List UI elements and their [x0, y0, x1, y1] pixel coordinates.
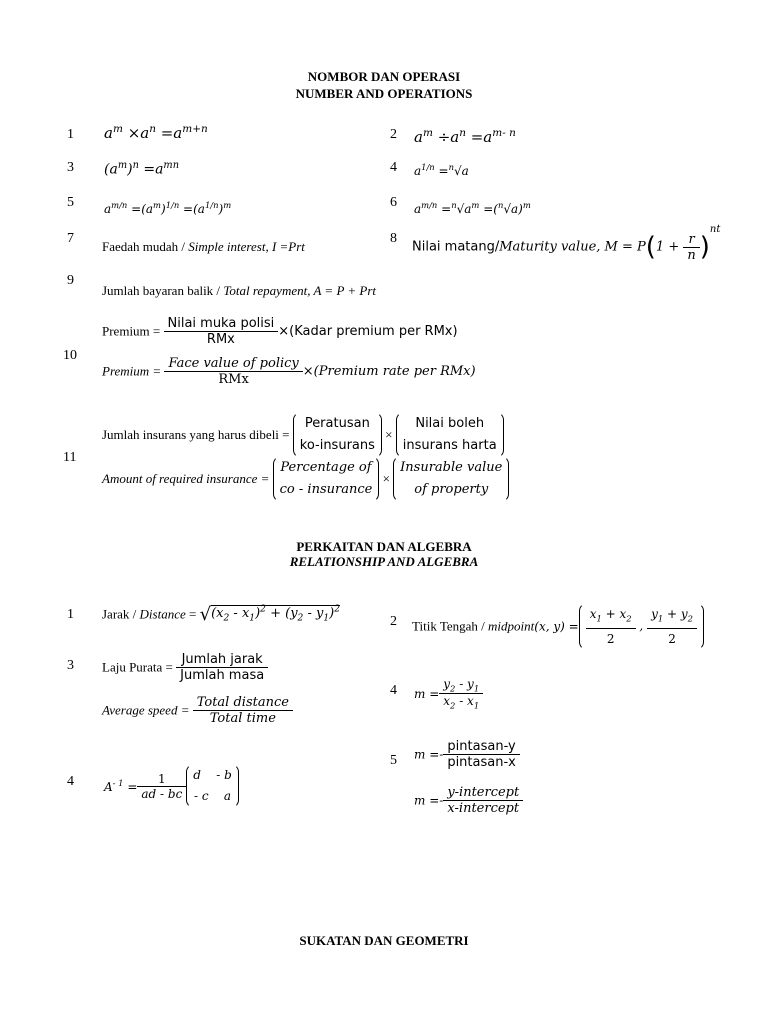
- formula-label-en: Maturity value, M = P: [499, 239, 646, 255]
- formula-premium-ms: [102, 316, 458, 347]
- item-number: 4: [390, 683, 397, 698]
- formula-label-ms: Jumlah insurans yang harus dibeli =: [102, 427, 293, 442]
- formula-label-en: Total repayment, A = P + Prt: [223, 283, 377, 298]
- section-title-en: RELATIONSHIP AND ALGEBRA: [289, 554, 479, 569]
- formula-gradient-intercept-en: m =- $\frac{\text{y-intercept}}{\text{x-intercept}}$: [414, 785, 523, 816]
- section-title-ms: PERKAITAN DAN ALGEBRA: [296, 539, 472, 554]
- formula-label-ms: Nilai matang/: [412, 239, 500, 255]
- formula-label-en: midpoint: [488, 618, 535, 634]
- fraction-numerator: Nilai muka polisi: [164, 316, 279, 332]
- fraction-denominator: RMx: [206, 332, 235, 347]
- matrix-cell: Nilai boleh: [415, 416, 485, 431]
- formula-distance: Jarak / Distance = $√(x_2 - x_1)^2 + (y_2 - y_1)^2$: [102, 604, 341, 625]
- item-number: 3: [67, 658, 74, 673]
- formula-average-speed-en: [102, 695, 293, 726]
- section-title-ms: SUKATAN DAN GEOMETRI: [299, 933, 469, 948]
- formula-exponent-multiply: $a^m \times a^n =a^{m+n}$: [104, 123, 208, 142]
- matrix-cell: of property: [414, 482, 489, 497]
- item-number: 9: [67, 273, 74, 288]
- fraction-numerator: y-intercept: [443, 785, 523, 801]
- fraction-denominator: x-intercept: [447, 801, 520, 816]
- formula-simple-interest: [102, 239, 305, 255]
- fraction-denominator: Jumlah masa: [180, 668, 265, 683]
- formula-total-repayment: [102, 283, 376, 299]
- formula-exponent-divide: $a^m \div a^n =a^{m- n}$: [414, 127, 516, 146]
- formula-label-en: Average speed =: [102, 702, 193, 718]
- premium-rate-en: ×(Premium rate per RMx): [302, 364, 476, 379]
- item-number: 2: [390, 127, 397, 142]
- formula-insurance-en: Amount of required insurance = Percentage of co - insurance × Insurable value of property: [102, 456, 509, 502]
- fraction-numerator: Face value of policy: [164, 356, 302, 372]
- section-title-en: NUMBER AND OPERATIONS: [295, 86, 473, 101]
- item-number: 5: [390, 753, 397, 768]
- formula-fractional-exponent: $a^{m/n} =(a^m)^{1/n} =(a^{1/n})^m$: [104, 200, 232, 216]
- fraction-numerator: pintasan-y: [443, 739, 520, 755]
- formula-label-ms: Titik Tengah /: [412, 618, 489, 634]
- matrix-cell: Insurable value: [400, 460, 503, 475]
- item-number: 4: [390, 160, 397, 175]
- formula-label-en: Premium =: [102, 363, 165, 379]
- matrix-cell: Percentage of: [280, 460, 372, 475]
- formula-label-ms: Faedah mudah /: [102, 239, 189, 254]
- fraction-denominator: Total time: [209, 711, 276, 726]
- formula-label-ms: Jumlah bayaran balik /: [102, 283, 224, 298]
- fraction-numerator: Total distance: [193, 695, 293, 711]
- formula-insurance-ms: Jumlah insurans yang harus dibeli = Peratusan ko-insurans × Nilai boleh insurans harta: [102, 412, 504, 458]
- formula-premium-en: [102, 356, 476, 387]
- fraction-denominator: pintasan-x: [447, 755, 516, 770]
- item-number: 5: [67, 195, 74, 210]
- formula-fractional-root: $a^{m/n} =^n√a^m =(^n√a)^m$: [414, 200, 531, 216]
- fraction-numerator: Jumlah jarak: [176, 652, 268, 668]
- formula-root: $a^{1/n} =^n√a$: [414, 162, 469, 178]
- item-number: 8: [390, 231, 397, 246]
- item-number: 3: [67, 160, 74, 175]
- matrix-cell: Peratusan: [304, 416, 370, 431]
- formula-midpoint: Titik Tengah / midpoint(x, y) = $\frac{x_1 + x_2}{2}$ , $\frac{y_1 + y_2}{2}$: [412, 603, 704, 650]
- formula-average-speed-ms: [102, 652, 268, 683]
- item-number: 10: [63, 348, 77, 363]
- premium-rate-ms: ×(Kadar premium per RMx): [278, 324, 458, 339]
- fraction-denominator: RMx: [218, 372, 249, 387]
- formula-label-ms: Premium =: [102, 323, 164, 339]
- formula-power-of-power: $(a^m)^n =a^{mn}$: [104, 160, 180, 178]
- matrix-cell: co - insurance: [279, 482, 373, 497]
- formula-label-ms: Jarak /: [102, 606, 140, 622]
- item-number: 4: [67, 774, 74, 789]
- formula-label-en: Distance: [139, 606, 186, 622]
- formula-inverse-matrix: $A^{- 1}$ = $\frac{1}{ad - bc}$ d - b - c a: [104, 764, 239, 808]
- matrix-cell: ko-insurans: [299, 438, 375, 453]
- item-number: 2: [390, 614, 397, 629]
- formula-gradient-intercept-ms: m =- $\frac{\text{pintasan-y}}{\text{pintasan-x}}$: [414, 739, 520, 770]
- formula-label-ms: Laju Purata =: [102, 659, 177, 675]
- formula-maturity-value: Nilai matang/Maturity value, M = P(1 + $\frac{r}{n}$ )$^{nt}$: [412, 224, 721, 263]
- section-title-ms: NOMBOR DAN OPERASI: [307, 69, 461, 84]
- item-number: 11: [63, 450, 77, 465]
- formula-gradient: m = $\frac{y_2 - y_1}{x_2 - x_1}$: [414, 677, 483, 711]
- formula-label-en: Simple interest, I =Prt: [188, 239, 305, 254]
- item-number: 1: [67, 127, 74, 142]
- item-number: 6: [390, 195, 397, 210]
- formula-label-en: Amount of required insurance =: [102, 471, 273, 486]
- item-number: 1: [67, 607, 74, 622]
- matrix-cell: insurans harta: [402, 438, 497, 453]
- item-number: 7: [67, 231, 74, 246]
